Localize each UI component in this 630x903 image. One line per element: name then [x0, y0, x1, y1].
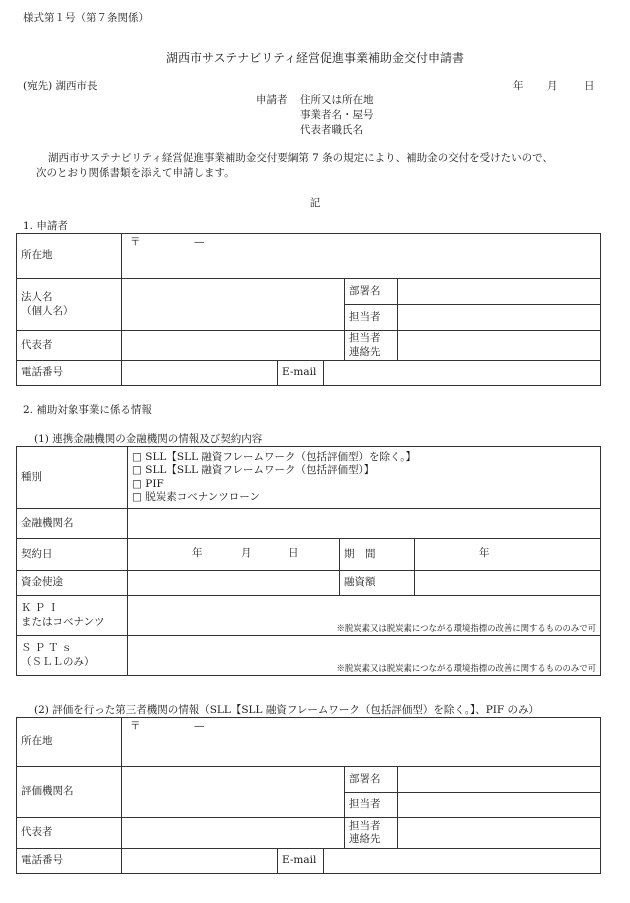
type-option-label: SLL【SLL 融資フレームワーク（包括評価型）】	[145, 464, 375, 477]
checkbox-icon: □	[132, 451, 142, 464]
period-label: 期 間	[340, 539, 415, 571]
address-field[interactable]	[122, 234, 601, 279]
phone-field[interactable]	[122, 361, 278, 386]
page-title: 湖西市サステナビリティ経営促進事業補助金交付申請書	[165, 51, 465, 65]
contact-label	[345, 331, 398, 361]
contract-date-year: 年	[192, 547, 203, 559]
evaluator-phone-label: 電話番号	[17, 849, 122, 874]
applicant-line-business: 事業者名・屋号	[300, 109, 374, 121]
kpi-label-2: またはコベナンツ	[21, 615, 105, 628]
type-option-label: 脱炭素コベナンツローン	[145, 490, 261, 503]
section-1-heading: 1. 申請者	[23, 220, 68, 232]
evaluator-postal-mark: 〒	[130, 720, 141, 732]
corp-name-label	[17, 279, 122, 331]
evaluator-department-label: 部署名	[345, 767, 398, 793]
applicant-table	[16, 233, 601, 386]
evaluator-contact-label-1: 担当者	[349, 819, 381, 832]
addressee: (宛先) 湖西市長	[23, 80, 98, 92]
postal-mark: 〒	[130, 236, 141, 248]
evaluator-email-field[interactable]	[324, 849, 601, 874]
intro-line-2: 次のとおり関係書類を添えて申請します。	[36, 167, 235, 179]
fund-use-field[interactable]	[128, 571, 340, 596]
spts-field[interactable]	[128, 636, 601, 676]
contact-field[interactable]	[398, 331, 601, 361]
type-label: 種別	[17, 447, 128, 509]
evaluator-address-field[interactable]	[122, 718, 601, 767]
contract-date-label: 契約日	[17, 539, 128, 571]
address-label: 所在地	[17, 234, 122, 279]
type-option-sll-framework[interactable]	[132, 464, 596, 477]
evaluator-contact-label	[345, 818, 398, 849]
type-option-covenants-loan[interactable]	[132, 491, 596, 504]
phone-label: 電話番号	[17, 361, 122, 386]
loan-amount-label: 融資額	[340, 571, 415, 596]
period-year: 年	[479, 547, 490, 559]
evaluator-phone-field[interactable]	[122, 849, 278, 874]
spts-label-1: ＳＰＴｓ	[21, 642, 75, 655]
period-field[interactable]	[415, 539, 601, 571]
date-year: 年	[513, 80, 524, 92]
applicant-label: 申請者	[256, 94, 288, 106]
checkbox-icon: □	[132, 490, 142, 503]
person-in-charge-field[interactable]	[398, 305, 601, 331]
contract-date-day: 日	[288, 547, 299, 559]
subsection-1-heading: (1) 連携金融機関の金融機関の情報及び契約内容	[34, 433, 263, 445]
department-field[interactable]	[398, 279, 601, 305]
type-options	[128, 447, 601, 509]
institution-field[interactable]	[128, 509, 601, 539]
email-field[interactable]	[324, 361, 601, 386]
intro-line-1: 湖西市サステナビリティ経営促進事業補助金交付要綱第 7 条の規定により、補助金の交付を受けたいので、	[48, 152, 553, 164]
spts-note: ※脱炭素又は脱炭素につながる環境指標の改善に関するもののみで可	[336, 662, 596, 673]
evaluator-address-label: 所在地	[17, 718, 122, 767]
applicant-line-address: 住所又は所在地	[300, 94, 374, 106]
spts-label	[17, 636, 128, 676]
contract-date-month: 月	[241, 547, 252, 559]
form-number: 様式第１号（第７条関係）	[23, 12, 149, 24]
evaluator-table	[16, 717, 601, 874]
agency-label: 評価機関名	[17, 767, 122, 818]
evaluator-person-label: 担当者	[345, 793, 398, 818]
agency-field[interactable]	[122, 767, 345, 818]
subsection-2-heading: (2) 評価を行った第三者機関の情報（SLL【SLL 融資フレームワーク（包括評価型）を除く。】、PIF のみ）	[34, 704, 540, 716]
kpi-note: ※脱炭素又は脱炭素につながる環境指標の改善に関するもののみで可	[336, 622, 596, 633]
spts-label-2: （ＳＬＬのみ）	[21, 655, 95, 668]
date-month: 月	[547, 80, 558, 92]
corp-name-field[interactable]	[122, 279, 345, 331]
representative-label: 代表者	[17, 331, 122, 361]
corp-name-text: 法人名	[21, 291, 53, 304]
evaluator-person-field[interactable]	[398, 793, 601, 818]
person-in-charge-label: 担当者	[345, 305, 398, 331]
representative-field[interactable]	[122, 331, 345, 361]
evaluator-contact-label-2: 連絡先	[349, 833, 381, 845]
evaluator-representative-label: 代表者	[17, 818, 122, 849]
type-option-sll-excl[interactable]	[132, 451, 596, 464]
evaluator-email-label: E-mail	[278, 849, 324, 874]
kpi-label-1: ＫＰＩ	[21, 602, 62, 615]
section-2-heading: 2. 補助対象事業に係る情報	[23, 404, 152, 416]
evaluator-department-field[interactable]	[398, 767, 601, 793]
ki-label: 記	[309, 197, 321, 209]
finance-table	[16, 446, 601, 676]
email-label: E-mail	[278, 361, 324, 386]
contact-label-1: 担当者	[349, 332, 381, 345]
evaluator-representative-field[interactable]	[122, 818, 345, 849]
corp-name-sub: （個人名）	[21, 304, 74, 317]
loan-amount-field[interactable]	[415, 571, 601, 596]
fund-use-label: 資金使途	[17, 571, 128, 596]
checkbox-icon: □	[132, 464, 142, 477]
applicant-line-representative: 代表者職氏名	[300, 124, 363, 136]
checkbox-icon: □	[132, 477, 142, 490]
evaluator-postal-dash: —	[194, 720, 205, 732]
contract-date-field[interactable]	[128, 539, 340, 571]
department-label: 部署名	[345, 279, 398, 305]
kpi-field[interactable]	[128, 596, 601, 636]
evaluator-contact-field[interactable]	[398, 818, 601, 849]
type-option-label: SLL【SLL 融資フレームワーク（包括評価型）を除く。】	[145, 451, 416, 464]
date-day: 日	[584, 80, 595, 92]
type-option-label: PIF	[145, 477, 164, 490]
kpi-label	[17, 596, 128, 636]
postal-dash: —	[194, 236, 205, 248]
type-option-pif[interactable]	[132, 478, 596, 491]
contact-label-2: 連絡先	[349, 345, 381, 358]
institution-label: 金融機関名	[17, 509, 128, 539]
